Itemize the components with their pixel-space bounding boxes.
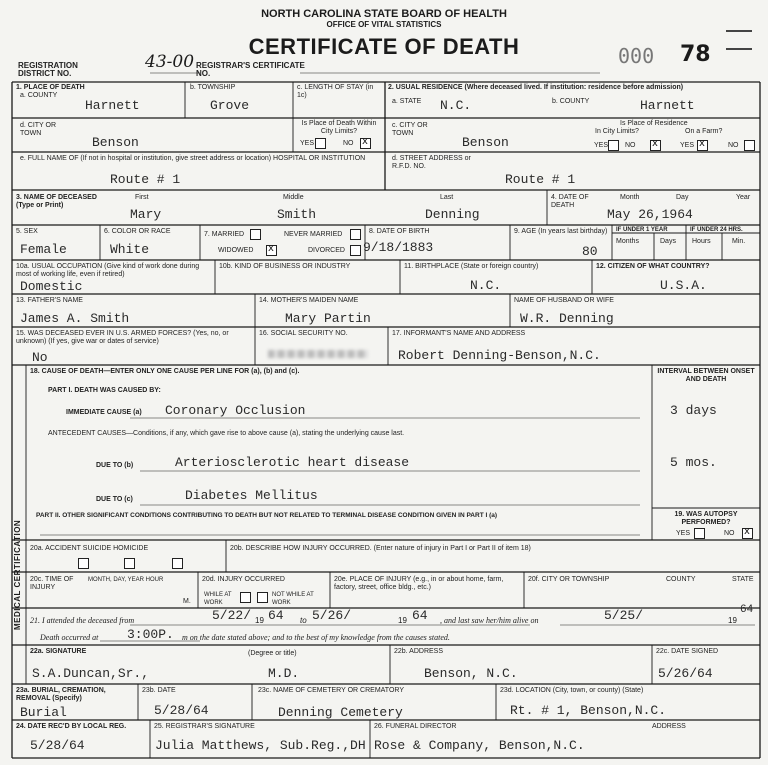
married-label: 7. MARRIED [204, 231, 245, 238]
name-label: 3. NAME OF DECEASED (Type or Print) [16, 194, 97, 209]
time-sub-label: MONTH, DAY, YEAR HOUR [88, 577, 164, 583]
injury-county-label: COUNTY [666, 576, 696, 583]
last-name: Denning [425, 207, 480, 222]
middle-name: Smith [277, 207, 317, 222]
death-county: Harnett [85, 98, 140, 113]
res-city-no-checkbox[interactable] [650, 140, 661, 151]
immediate-interval: 3 days [670, 403, 717, 418]
rec-date: 5/28/64 [30, 738, 85, 753]
registrar-signature: Julia Matthews, Sub.Reg.,DH [155, 738, 366, 753]
m-label: M. [183, 598, 191, 605]
cert-number: 78 [680, 42, 711, 67]
death-occurred-rest: m on the date stated above; and to the best of my knowledge from the causes stated. [182, 633, 450, 642]
birth-date: 9/18/1883 [363, 240, 434, 255]
res-state-label: a. STATE [392, 98, 422, 105]
last-label: Last [440, 194, 454, 201]
date-of-death: May 26,1964 [607, 207, 693, 222]
burial: Burial [20, 705, 67, 720]
farm-no-label: NO [728, 142, 739, 149]
attend-from: 5/22/ [212, 608, 252, 623]
attend-year-3: 64 [740, 604, 754, 616]
first-label: First [135, 194, 149, 201]
res-no-label: NO [625, 142, 636, 149]
not-work-checkbox[interactable] [257, 592, 268, 603]
married-checkbox[interactable] [250, 229, 261, 240]
cause-label: 18. CAUSE OF DEATH—ENTER ONLY ONE CAUSE PER LINE FOR (a), (b) and (c). [30, 368, 300, 375]
corner-mark [726, 30, 752, 50]
registrar-cert-label: REGISTRAR'S CERTIFICATE NO. [196, 61, 305, 78]
day-label: Day [676, 194, 689, 201]
never-married-label: NEVER MARRIED [284, 231, 343, 238]
res-city: Benson [462, 135, 509, 150]
min-label: Min. [732, 238, 746, 245]
physician-address: Benson, N.C. [424, 666, 518, 681]
describe-injury-label: 20b. DESCRIBE HOW INJURY OCCURRED. (Enter nature of injury in Part I or Part II of item 18) [230, 545, 531, 552]
date-signed: 5/26/64 [658, 666, 713, 681]
funeral-director: Rose & Company, Benson,N.C. [374, 738, 585, 753]
location-label: 23d. LOCATION (City, town, or county) (State) [500, 687, 644, 694]
birthplace-label: 11. BIRTHPLACE (State or foreign country) [404, 263, 539, 270]
homicide-checkbox[interactable] [172, 558, 183, 569]
attend-to-label: to [300, 616, 307, 625]
degree-label: (Degree or title) [248, 650, 297, 657]
part-2-label: PART II. OTHER SIGNIFICANT CONDITIONS CONTRIBUTING TO DEATH BUT NOT RELATED TO TERMINAL DISEASE CONDITION GIVEN IN PART I (a) [36, 512, 498, 519]
month-label: Month [620, 194, 640, 201]
hospital-label: e. FULL NAME OF (If not in hospital or institution, give street address or location) HOSPITAL OR INSTITUTION [20, 155, 366, 162]
limits-no-checkbox[interactable] [360, 138, 371, 149]
funeral-director-label: 26. FUNERAL DIRECTOR [374, 723, 457, 730]
ssn-label: 16. SOCIAL SECURITY NO. [259, 330, 348, 337]
res-county-label: b. COUNTY [552, 98, 590, 105]
attend-year-1-prefix: 19 [255, 616, 264, 625]
under-1-year-label: IF UNDER 1 YEAR [616, 227, 668, 233]
death-time: 3:00P. [127, 627, 174, 642]
sex-label: 5. SEX [16, 228, 38, 235]
date-of-death-label: 4. DATE OF DEATH [551, 194, 589, 209]
office-name: OFFICE OF VITAL STATISTICS [326, 20, 442, 29]
first-name: Mary [130, 207, 162, 222]
farm-yes-label: YES [680, 142, 695, 149]
yes-label: YES [300, 140, 315, 147]
immediate-cause: Coronary Occlusion [165, 403, 306, 418]
never-married-checkbox[interactable] [350, 229, 361, 240]
street-label: d. STREET ADDRESS or R.F.D. NO. [392, 155, 471, 170]
mother-label: 14. MOTHER'S MAIDEN NAME [259, 297, 359, 304]
informant: Robert Denning-Benson,N.C. [398, 348, 601, 363]
due-to-c: Diabetes Mellitus [185, 488, 318, 503]
residence-label: 2. USUAL RESIDENCE (Where deceased lived. If institution: residence before admission) [388, 84, 684, 91]
farm-no-checkbox[interactable] [744, 140, 755, 151]
farm-yes-checkbox[interactable] [697, 140, 708, 151]
in-city-label: In City Limits? [595, 128, 639, 135]
days-label: Days [660, 238, 676, 245]
degree: M.D. [268, 666, 300, 681]
place-of-death-label: 1. PLACE OF DEATH [16, 84, 85, 91]
middle-label: Middle [283, 194, 304, 201]
last-saw: 5/25/ [604, 608, 644, 623]
res-city-label: c. CITY OR TOWN [392, 122, 428, 137]
death-city: Benson [92, 135, 139, 150]
on-farm-label: On a Farm? [685, 128, 723, 135]
months-label: Months [616, 238, 639, 245]
attend-year-2: 64 [412, 608, 428, 623]
death-occurred-label: Death occurred at [40, 633, 99, 642]
age-label: 9. AGE (In years last birthday) [514, 228, 608, 235]
attend-year-3-prefix: 19 [728, 616, 737, 625]
physician-address-label: 22b. ADDRESS [394, 648, 444, 655]
year-label: Year [736, 194, 751, 201]
street: Route # 1 [505, 172, 576, 187]
accident-label: 20a. ACCIDENT SUICIDE HOMICIDE [30, 545, 149, 552]
autopsy-yes-checkbox[interactable] [694, 528, 705, 539]
board-name: NORTH CAROLINA STATE BOARD OF HEALTH [261, 8, 507, 20]
antecedent-label: ANTECEDENT CAUSES—Conditions, if any, which gave rise to above cause (a), stating the underlying cause last. [48, 430, 405, 437]
attend-text: 21. I attended the deceased from [30, 616, 135, 625]
not-work-label: NOT WHILE AT WORK [272, 592, 314, 606]
sex: Female [20, 242, 67, 257]
citizen-label: 12. CITIZEN OF WHAT COUNTRY? [596, 263, 710, 270]
burial-date: 5/28/64 [154, 703, 209, 718]
attend-year-1: 64 [268, 608, 284, 623]
attend-year-2-prefix: 19 [398, 616, 407, 625]
suicide-checkbox[interactable] [124, 558, 135, 569]
reg-district-value: 43-00 [145, 52, 195, 72]
registrar-label: 25. REGISTRAR'S SIGNATURE [154, 723, 255, 730]
cemetery: Denning Cemetery [278, 705, 403, 720]
township-label: b. TOWNSHIP [190, 84, 236, 91]
accident-checkbox[interactable] [78, 558, 89, 569]
race: White [110, 242, 150, 257]
cemetery-label: 23c. NAME OF CEMETERY OR CREMATORY [258, 687, 404, 694]
city-label: d. CITY OR TOWN [20, 122, 57, 137]
spouse-name: W.R. Denning [520, 311, 614, 326]
physician-signature: S.A.Duncan,Sr., [32, 666, 150, 681]
hospital: Route # 1 [110, 172, 181, 187]
informant-label: 17. INFORMANT'S NAME AND ADDRESS [392, 330, 526, 337]
stay-label: c. LENGTH OF STAY (in 1c) [297, 84, 374, 99]
interval-label: INTERVAL BETWEEN ONSET AND DEATH [657, 368, 755, 383]
due-to-b-interval: 5 mos. [670, 455, 717, 470]
res-yes-label: YES [594, 142, 609, 149]
autopsy-no-label: NO [724, 530, 735, 537]
limits-yes-checkbox[interactable] [315, 138, 326, 149]
birthplace: N.C. [470, 278, 502, 293]
within-limits-label: Is Place of Death Within City Limits? [301, 120, 377, 135]
burial-label: 23a. BURIAL, CREMATION, REMOVAL (Specify) [16, 687, 106, 702]
attend-to: 5/26/ [312, 608, 352, 623]
due-to-b-label: DUE TO (b) [96, 462, 134, 469]
birth-label: 8. DATE OF BIRTH [369, 228, 430, 235]
occupation-label: 10a. USUAL OCCUPATION (Give kind of work done during most of working life, even if retired) [16, 263, 200, 278]
autopsy-no-checkbox[interactable] [742, 528, 753, 539]
hours-label: Hours [692, 238, 711, 245]
no-label: NO [343, 140, 354, 147]
place-residence-label: Is Place of Residence [620, 120, 688, 127]
father-name: James A. Smith [20, 311, 130, 326]
while-work-label: WHILE AT WORK [204, 592, 232, 606]
res-state: N.C. [440, 98, 472, 113]
injury-occurred-label: 20d. INJURY OCCURRED [202, 576, 285, 583]
occupation: Domestic [20, 279, 83, 294]
burial-date-label: 23b. DATE [142, 687, 176, 694]
autopsy-label: 19. WAS AUTOPSY PERFORMED? [674, 511, 738, 526]
age: 80 [582, 244, 598, 259]
death-township: Grove [210, 98, 250, 113]
reg-district-label: REGISTRATION DISTRICT NO. [18, 61, 78, 78]
armed-forces-label: 15. WAS DECEASED EVER IN U.S. ARMED FORCES? (Yes, no, or unknown) (If yes, give war or dates of service) [16, 330, 229, 345]
place-of-injury-label: 20e. PLACE OF INJURY (e.g., in or about home, farm, factory, street, office bldg., etc.) [334, 576, 504, 591]
part-1-label: PART I. DEATH WAS CAUSED BY: [48, 387, 161, 394]
race-label: 6. COLOR OR RACE [104, 228, 171, 235]
rec-date-label: 24. DATE REC'D BY LOCAL REG. [16, 723, 127, 730]
location: Rt. # 1, Benson,N.C. [510, 703, 667, 718]
injury-city-label: 20f. CITY OR TOWNSHIP [528, 576, 610, 583]
page-title: CERTIFICATE OF DEATH [248, 34, 520, 59]
time-of-injury-label: 20c. TIME OF INJURY [30, 576, 74, 591]
business-label: 10b. KIND OF BUSINESS OR INDUSTRY [219, 263, 351, 270]
medical-certification-label: MEDICAL CERTIFICATION [13, 519, 22, 630]
spouse-label: NAME OF HUSBAND OR WIFE [514, 297, 614, 304]
citizen: U.S.A. [660, 278, 707, 293]
cert-number-prefix: 000 [618, 44, 655, 68]
res-city-yes-checkbox[interactable] [608, 140, 619, 151]
due-to-b: Arteriosclerotic heart disease [175, 455, 410, 470]
autopsy-yes-label: YES [676, 530, 691, 537]
res-county: Harnett [640, 98, 695, 113]
due-to-c-label: DUE TO (c) [96, 496, 133, 503]
mother-name: Mary Partin [285, 311, 371, 326]
director-address-label: ADDRESS [652, 723, 686, 730]
widowed-checkbox[interactable] [266, 245, 277, 256]
divorced-label: DIVORCED [308, 247, 345, 254]
widowed-label: WIDOWED [218, 247, 254, 254]
father-label: 13. FATHER'S NAME [16, 297, 83, 304]
immediate-cause-label: IMMEDIATE CAUSE (a) [66, 409, 142, 416]
signature-label: 22a. SIGNATURE [30, 648, 87, 655]
injury-state-label: STATE [732, 576, 754, 583]
divorced-checkbox[interactable] [350, 245, 361, 256]
date-signed-label: 22c. DATE SIGNED [656, 648, 719, 655]
county-label: a. COUNTY [20, 92, 58, 99]
under-24-hrs-label: IF UNDER 24 HRS. [690, 227, 743, 233]
ssn-redacted [268, 350, 368, 358]
armed-forces: No [32, 350, 48, 365]
last-saw-label: , and last saw her/him alive on [440, 616, 539, 625]
while-work-checkbox[interactable] [240, 592, 251, 603]
